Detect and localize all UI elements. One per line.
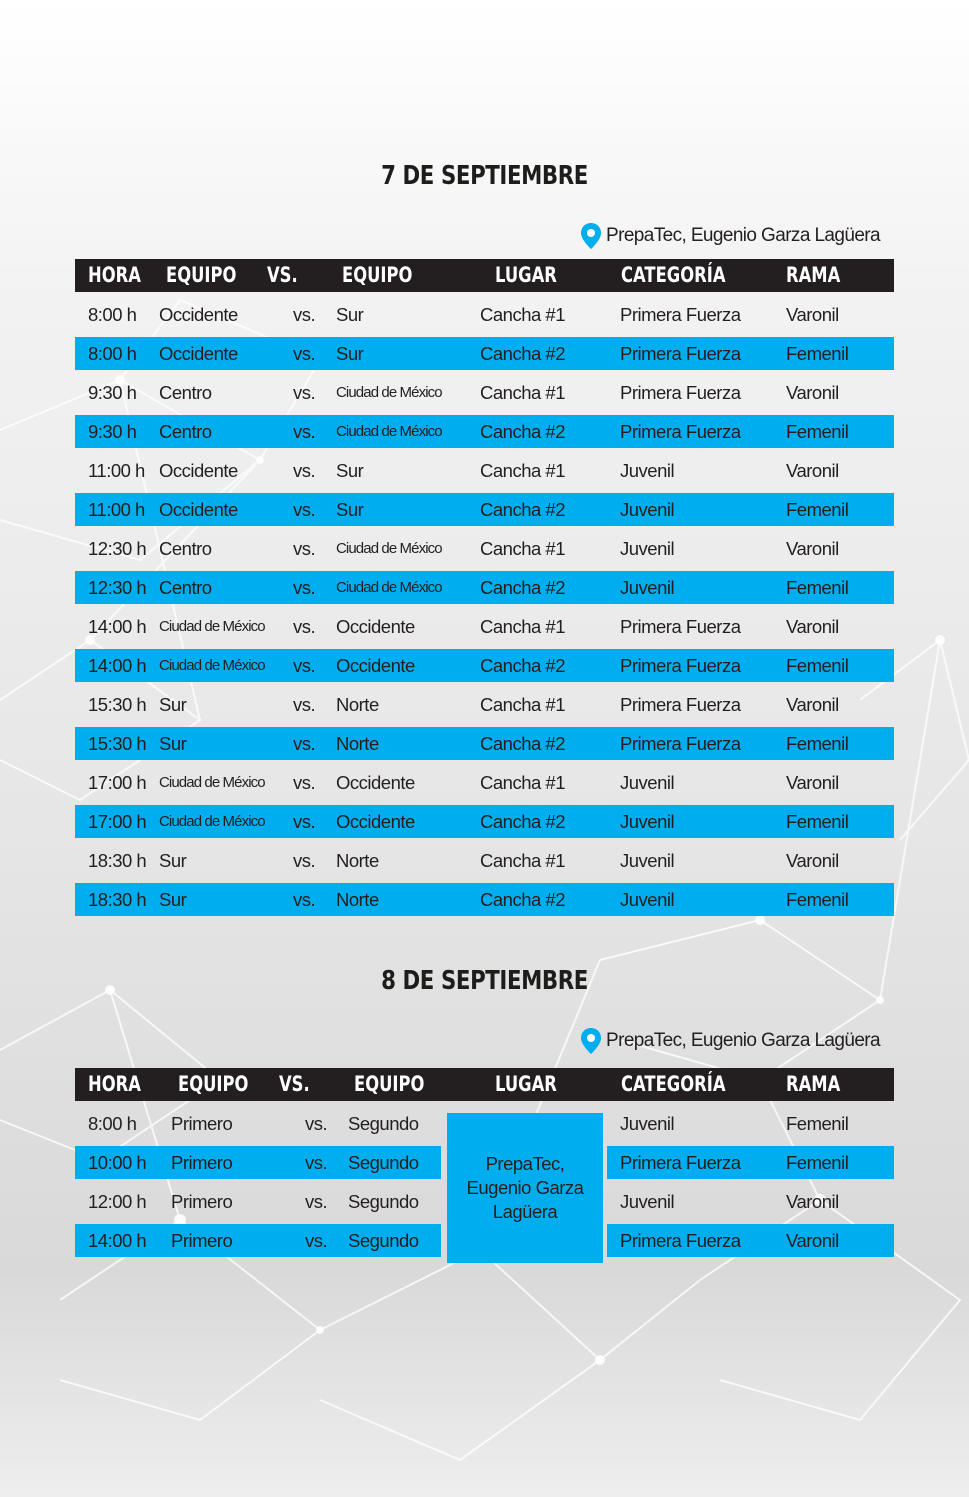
day1-venue xyxy=(580,221,880,251)
cell-rama: Varonil xyxy=(786,382,839,403)
cell-equipo-2: Segundo xyxy=(348,1191,419,1212)
cell-equipo-2: Ciudad de México xyxy=(336,423,442,440)
cell-lugar: Cancha #2 xyxy=(480,499,565,520)
table-row xyxy=(75,415,894,448)
cell-hora: 14:00 h xyxy=(88,616,147,637)
cell-lugar: Cancha #1 xyxy=(480,382,565,403)
cell-vs: vs. xyxy=(293,655,316,676)
cell-equipo-2: Sur xyxy=(336,343,364,364)
cell-hora: 10:00 h xyxy=(88,1152,147,1173)
cell-categoria: Juvenil xyxy=(620,889,675,910)
cell-hora: 9:30 h xyxy=(88,421,137,442)
cell-hora: 8:00 h xyxy=(88,1113,137,1134)
cell-equipo-1: Ciudad de México xyxy=(159,657,265,674)
cell-rama: Femenil xyxy=(786,811,849,832)
cell-lugar: Cancha #2 xyxy=(480,655,565,676)
header-vs: VS. xyxy=(279,1072,310,1096)
day2-schedule-table xyxy=(75,1068,894,1257)
cell-rama: Femenil xyxy=(786,421,849,442)
day2-rows xyxy=(75,1107,894,1257)
cell-rama: Varonil xyxy=(786,772,839,793)
table-row xyxy=(75,766,894,799)
table-row xyxy=(75,883,894,916)
cell-vs: vs. xyxy=(293,889,316,910)
cell-equipo-1: Occidente xyxy=(159,343,238,364)
table-row xyxy=(75,805,894,838)
cell-equipo-2: Segundo xyxy=(348,1230,419,1251)
cell-lugar: Cancha #2 xyxy=(480,811,565,832)
cell-equipo-1: Occidente xyxy=(159,499,238,520)
cell-vs: vs. xyxy=(293,772,316,793)
cell-lugar: Cancha #1 xyxy=(480,694,565,715)
header-categoria: CATEGORÍA xyxy=(621,263,726,287)
cell-vs: vs. xyxy=(293,421,316,442)
table-row xyxy=(75,376,894,409)
cell-categoria: Primera Fuerza xyxy=(620,616,741,637)
cell-equipo-2: Sur xyxy=(336,304,364,325)
cell-categoria: Juvenil xyxy=(620,577,675,598)
cell-hora: 15:30 h xyxy=(88,733,147,754)
cell-equipo-1: Centro xyxy=(159,421,212,442)
cell-categoria: Primera Fuerza xyxy=(620,343,741,364)
table-row xyxy=(75,571,894,604)
cell-hora: 18:30 h xyxy=(88,850,147,871)
cell-rama: Varonil xyxy=(786,460,839,481)
cell-categoria: Primera Fuerza xyxy=(620,382,741,403)
lugar-line: PrepaTec, xyxy=(485,1153,565,1174)
cell-hora: 17:00 h xyxy=(88,772,147,793)
cell-rama: Varonil xyxy=(786,538,839,559)
cell-vs: vs. xyxy=(293,694,316,715)
cell-equipo-1: Ciudad de México xyxy=(159,618,265,635)
table-row xyxy=(75,454,894,487)
table-row xyxy=(75,298,894,331)
cell-equipo-1: Ciudad de México xyxy=(159,813,265,830)
cell-lugar: Cancha #2 xyxy=(480,343,565,364)
cell-equipo-1: Sur xyxy=(159,850,187,871)
header-vs: VS. xyxy=(267,263,298,287)
cell-hora: 11:00 h xyxy=(88,499,145,520)
cell-categoria: Primera Fuerza xyxy=(620,733,741,754)
table-row xyxy=(75,649,894,682)
cell-categoria: Primera Fuerza xyxy=(620,1152,741,1173)
cell-vs: vs. xyxy=(293,733,316,754)
cell-equipo-1: Primero xyxy=(171,1113,233,1134)
cell-vs: vs. xyxy=(293,499,316,520)
cell-lugar: Cancha #2 xyxy=(480,889,565,910)
cell-hora: 12:30 h xyxy=(88,538,147,559)
cell-hora: 9:30 h xyxy=(88,382,137,403)
location-pin-icon xyxy=(580,222,602,250)
cell-equipo-2: Occidente xyxy=(336,655,415,676)
cell-vs: vs. xyxy=(293,616,316,637)
cell-categoria: Juvenil xyxy=(620,538,675,559)
cell-categoria: Juvenil xyxy=(620,850,675,871)
cell-equipo-1: Centro xyxy=(159,538,212,559)
cell-equipo-1: Primero xyxy=(171,1230,233,1251)
cell-vs: vs. xyxy=(293,343,316,364)
cell-rama: Femenil xyxy=(786,1152,849,1173)
cell-vs: vs. xyxy=(293,460,316,481)
cell-hora: 12:30 h xyxy=(88,577,147,598)
cell-equipo-2: Sur xyxy=(336,460,364,481)
cell-equipo-2: Norte xyxy=(336,694,379,715)
cell-hora: 11:00 h xyxy=(88,460,145,481)
cell-categoria: Primera Fuerza xyxy=(620,421,741,442)
cell-rama: Femenil xyxy=(786,343,849,364)
cell-equipo-2: Occidente xyxy=(336,616,415,637)
cell-lugar: Cancha #1 xyxy=(480,304,565,325)
cell-rama: Femenil xyxy=(786,577,849,598)
header-categoria: CATEGORÍA xyxy=(621,1072,726,1096)
header-rama: RAMA xyxy=(786,263,841,287)
cell-vs: vs. xyxy=(293,577,316,598)
cell-equipo-2: Norte xyxy=(336,889,379,910)
cell-categoria: Primera Fuerza xyxy=(620,304,741,325)
cell-equipo-2: Segundo xyxy=(348,1152,419,1173)
day1-title: 7 DE SEPTIEMBRE xyxy=(381,161,588,191)
lugar-line: Lagüera xyxy=(492,1201,558,1222)
cell-rama: Femenil xyxy=(786,1113,849,1134)
cell-equipo-1: Sur xyxy=(159,733,187,754)
cell-rama: Varonil xyxy=(786,1191,839,1212)
cell-lugar: Cancha #2 xyxy=(480,421,565,442)
cell-equipo-1: Occidente xyxy=(159,304,238,325)
cell-vs: vs. xyxy=(305,1191,328,1212)
cell-vs: vs. xyxy=(305,1230,328,1251)
cell-hora: 17:00 h xyxy=(88,811,147,832)
cell-rama: Femenil xyxy=(786,889,849,910)
cell-categoria: Juvenil xyxy=(620,460,675,481)
cell-equipo-1: Sur xyxy=(159,889,187,910)
cell-vs: vs. xyxy=(293,538,316,559)
cell-vs: vs. xyxy=(293,850,316,871)
cell-categoria: Juvenil xyxy=(620,811,675,832)
table-row xyxy=(75,844,894,877)
cell-equipo-1: Primero xyxy=(171,1152,233,1173)
cell-lugar: Cancha #1 xyxy=(480,850,565,871)
cell-categoria: Primera Fuerza xyxy=(620,1230,741,1251)
cell-equipo-2: Ciudad de México xyxy=(336,579,442,596)
day1-venue-label: PrepaTec, Eugenio Garza Lagüera xyxy=(606,225,880,246)
cell-equipo-2: Norte xyxy=(336,733,379,754)
cell-hora: 8:00 h xyxy=(88,304,137,325)
header-equipo: EQUIPO xyxy=(342,263,413,287)
day2-venue-label: PrepaTec, Eugenio Garza Lagüera xyxy=(606,1030,880,1051)
cell-lugar: Cancha #1 xyxy=(480,460,565,481)
cell-rama: Varonil xyxy=(786,1230,839,1251)
cell-hora: 12:00 h xyxy=(88,1191,147,1212)
cell-vs: vs. xyxy=(293,304,316,325)
cell-rama: Femenil xyxy=(786,499,849,520)
day2-title: 8 DE SEPTIEMBRE xyxy=(381,966,588,996)
cell-vs: vs. xyxy=(305,1113,328,1134)
day1-schedule-table xyxy=(75,259,894,916)
day2-table-header xyxy=(75,1068,894,1101)
cell-hora: 14:00 h xyxy=(88,655,147,676)
lugar-line: Eugenio Garza xyxy=(466,1177,584,1198)
cell-vs: vs. xyxy=(293,811,316,832)
cell-lugar: Cancha #1 xyxy=(480,616,565,637)
cell-vs: vs. xyxy=(305,1152,328,1173)
cell-equipo-2: Occidente xyxy=(336,772,415,793)
table-row xyxy=(75,610,894,643)
cell-equipo-2: Ciudad de México xyxy=(336,384,442,401)
cell-equipo-2: Sur xyxy=(336,499,364,520)
cell-categoria: Juvenil xyxy=(620,1113,675,1134)
cell-vs: vs. xyxy=(293,382,316,403)
cell-equipo-2: Occidente xyxy=(336,811,415,832)
cell-categoria: Juvenil xyxy=(620,499,675,520)
header-equipo: EQUIPO xyxy=(166,263,237,287)
header-hora: HORA xyxy=(88,1072,141,1096)
cell-equipo-1: Primero xyxy=(171,1191,233,1212)
cell-equipo-1: Centro xyxy=(159,577,212,598)
table-row xyxy=(75,532,894,565)
header-lugar: LUGAR xyxy=(495,1072,557,1096)
header-equipo: EQUIPO xyxy=(354,1072,425,1096)
cell-equipo-2: Norte xyxy=(336,850,379,871)
cell-lugar: Cancha #2 xyxy=(480,577,565,598)
cell-rama: Femenil xyxy=(786,655,849,676)
header-hora: HORA xyxy=(88,263,141,287)
cell-lugar: Cancha #2 xyxy=(480,733,565,754)
header-equipo: EQUIPO xyxy=(178,1072,249,1096)
table-row xyxy=(75,688,894,721)
cell-rama: Varonil xyxy=(786,616,839,637)
cell-rama: Varonil xyxy=(786,304,839,325)
cell-lugar: Cancha #1 xyxy=(480,772,565,793)
cell-equipo-1: Occidente xyxy=(159,460,238,481)
cell-rama: Varonil xyxy=(786,850,839,871)
table-row xyxy=(75,493,894,526)
cell-categoria: Primera Fuerza xyxy=(620,655,741,676)
table-row xyxy=(75,337,894,370)
header-rama: RAMA xyxy=(786,1072,841,1096)
cell-hora: 14:00 h xyxy=(88,1230,147,1251)
cell-hora: 8:00 h xyxy=(88,343,137,364)
day1-rows xyxy=(75,298,894,916)
cell-categoria: Juvenil xyxy=(620,772,675,793)
location-pin-icon xyxy=(580,1027,602,1055)
cell-equipo-1: Ciudad de México xyxy=(159,774,265,791)
cell-hora: 15:30 h xyxy=(88,694,147,715)
cell-equipo-2: Segundo xyxy=(348,1113,419,1134)
day2-venue xyxy=(580,1026,880,1056)
cell-rama: Femenil xyxy=(786,733,849,754)
header-lugar: LUGAR xyxy=(495,263,557,287)
table-row xyxy=(75,727,894,760)
cell-equipo-2: Ciudad de México xyxy=(336,540,442,557)
cell-categoria: Juvenil xyxy=(620,1191,675,1212)
day2-lugar-cell xyxy=(447,1113,603,1263)
day1-table-header xyxy=(75,259,894,292)
cell-rama: Varonil xyxy=(786,694,839,715)
cell-equipo-1: Centro xyxy=(159,382,212,403)
cell-categoria: Primera Fuerza xyxy=(620,694,741,715)
cell-lugar: Cancha #1 xyxy=(480,538,565,559)
cell-equipo-1: Sur xyxy=(159,694,187,715)
cell-hora: 18:30 h xyxy=(88,889,147,910)
